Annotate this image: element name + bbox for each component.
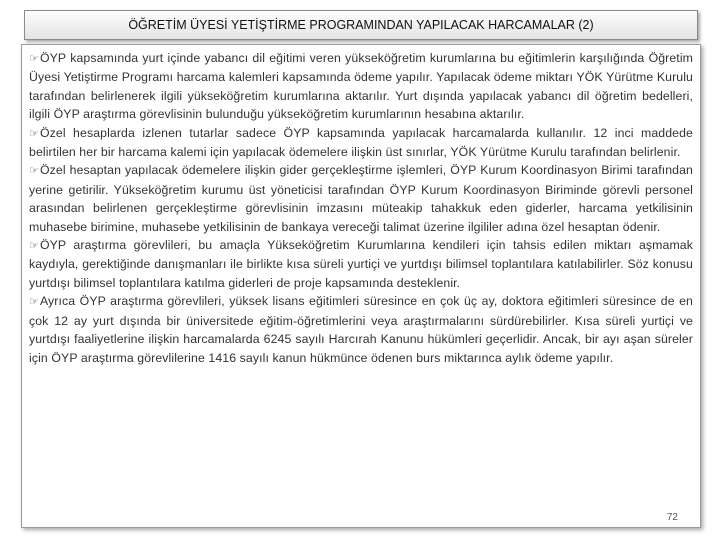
slide-title: ÖĞRETİM ÜYESİ YETİŞTİRME PROGRAMINDAN YAPILACAK HARCAMALAR (2) [24, 10, 698, 40]
paragraph-4-text: ÖYP araştırma görevlileri, bu amaçla Yükseköğretim Kurumlarına kendileri için tahsis edilen miktarı aşmamak kaydıyla, gerektiğinde danışmanları ile birlikte kısa süreli yurtiçi ve yurtdışı bilimsel toplantılara katılabilirler. Söz konusu yurtdışı bilimsel toplantılara katılma giderleri de proje kapsamında desteklenir. [29, 238, 693, 290]
pointing-hand-icon: ☞ [29, 296, 39, 309]
paragraph-2 [29, 124, 693, 162]
pointing-hand-icon: ☞ [29, 240, 39, 253]
paragraph-3-text: Özel hesaptan yapılacak ödemelere ilişkin gider gerçekleştirme işlemleri, ÖYP Kurum Koordinasyon Birimi tarafından yerine getirilir. Yükseköğretim kurumu üst yöneticisi tarafından ÖYP Kurum Koordinasyon Biriminde görevli personel arasından belirlenen gerçekleştirme görevlisinin imzasını müteakip tahakkuk eden giderler, harcama yetkilisinin muhasebe birimine, muhasebe yetkilisinin de bankaya vereceği talimat üzerine ilgililer adına özel hesaptan ödenir. [29, 163, 693, 234]
paragraph-5-text: Ayrıca ÖYP araştırma görevlileri, yüksek lisans eğitimleri süresince en çok üç ay, doktora eğitimleri süresince de en çok 12 ay yurt dışında bir üniversitede eğitim-öğretimlerini veya araştırmalarını sürdürebilirler. Kısa süreli yurtiçi ve yurtdışı faaliyetlerine ilişkin harcamalarda 6245 sayılı Harcırah Kanunu hükümleri geçerlidir. Ancak, bir ayı aşan süreler için ÖYP araştırma görevlilerine 1416 sayılı kanun hükmünce ödenen burs miktarınca aylık ödeme yapılır. [29, 294, 693, 365]
page-number: 72 [666, 512, 678, 523]
paragraph-5 [29, 292, 693, 367]
pointing-hand-icon: ☞ [29, 165, 39, 178]
pointing-hand-icon: ☞ [29, 127, 39, 140]
content-box [21, 44, 701, 528]
paragraph-1-text: ÖYP kapsamında yurt içinde yabancı dil eğitimi veren yükseköğretim kurumlarına bu eğitimlerin karşılığında Öğretim Üyesi Yetiştirme Programı harcama kalemleri kapsamında ödeme yapılır. Yapılacak ödeme miktarı YÖK Yürütme Kurulu tarafından belirlenerek ilgili yükseköğretim kurumlarına aktarılır. Yurt dışında yapılacak yabancı dil öğretim bedelleri, ilgili ÖYP araştırma görevlisinin bulunduğu yükseköğretim kurumlarının hesabına aktarılır. [29, 51, 693, 122]
pointing-hand-icon: ☞ [29, 53, 39, 65]
paragraph-4 [29, 236, 693, 292]
paragraph-1 [29, 49, 693, 124]
paragraph-2-text: Özel hesaplarda izlenen tutarlar sadece ÖYP kapsamında yapılacak harcamalarda kullanılır. 12 inci maddede belirtilen her bir harcama kalemi için yapılacak ödemelere ilişkin üst sınırlar, YÖK Yürütme Kurulu tarafından belirlenir. [29, 125, 693, 160]
paragraph-3 [29, 161, 693, 236]
